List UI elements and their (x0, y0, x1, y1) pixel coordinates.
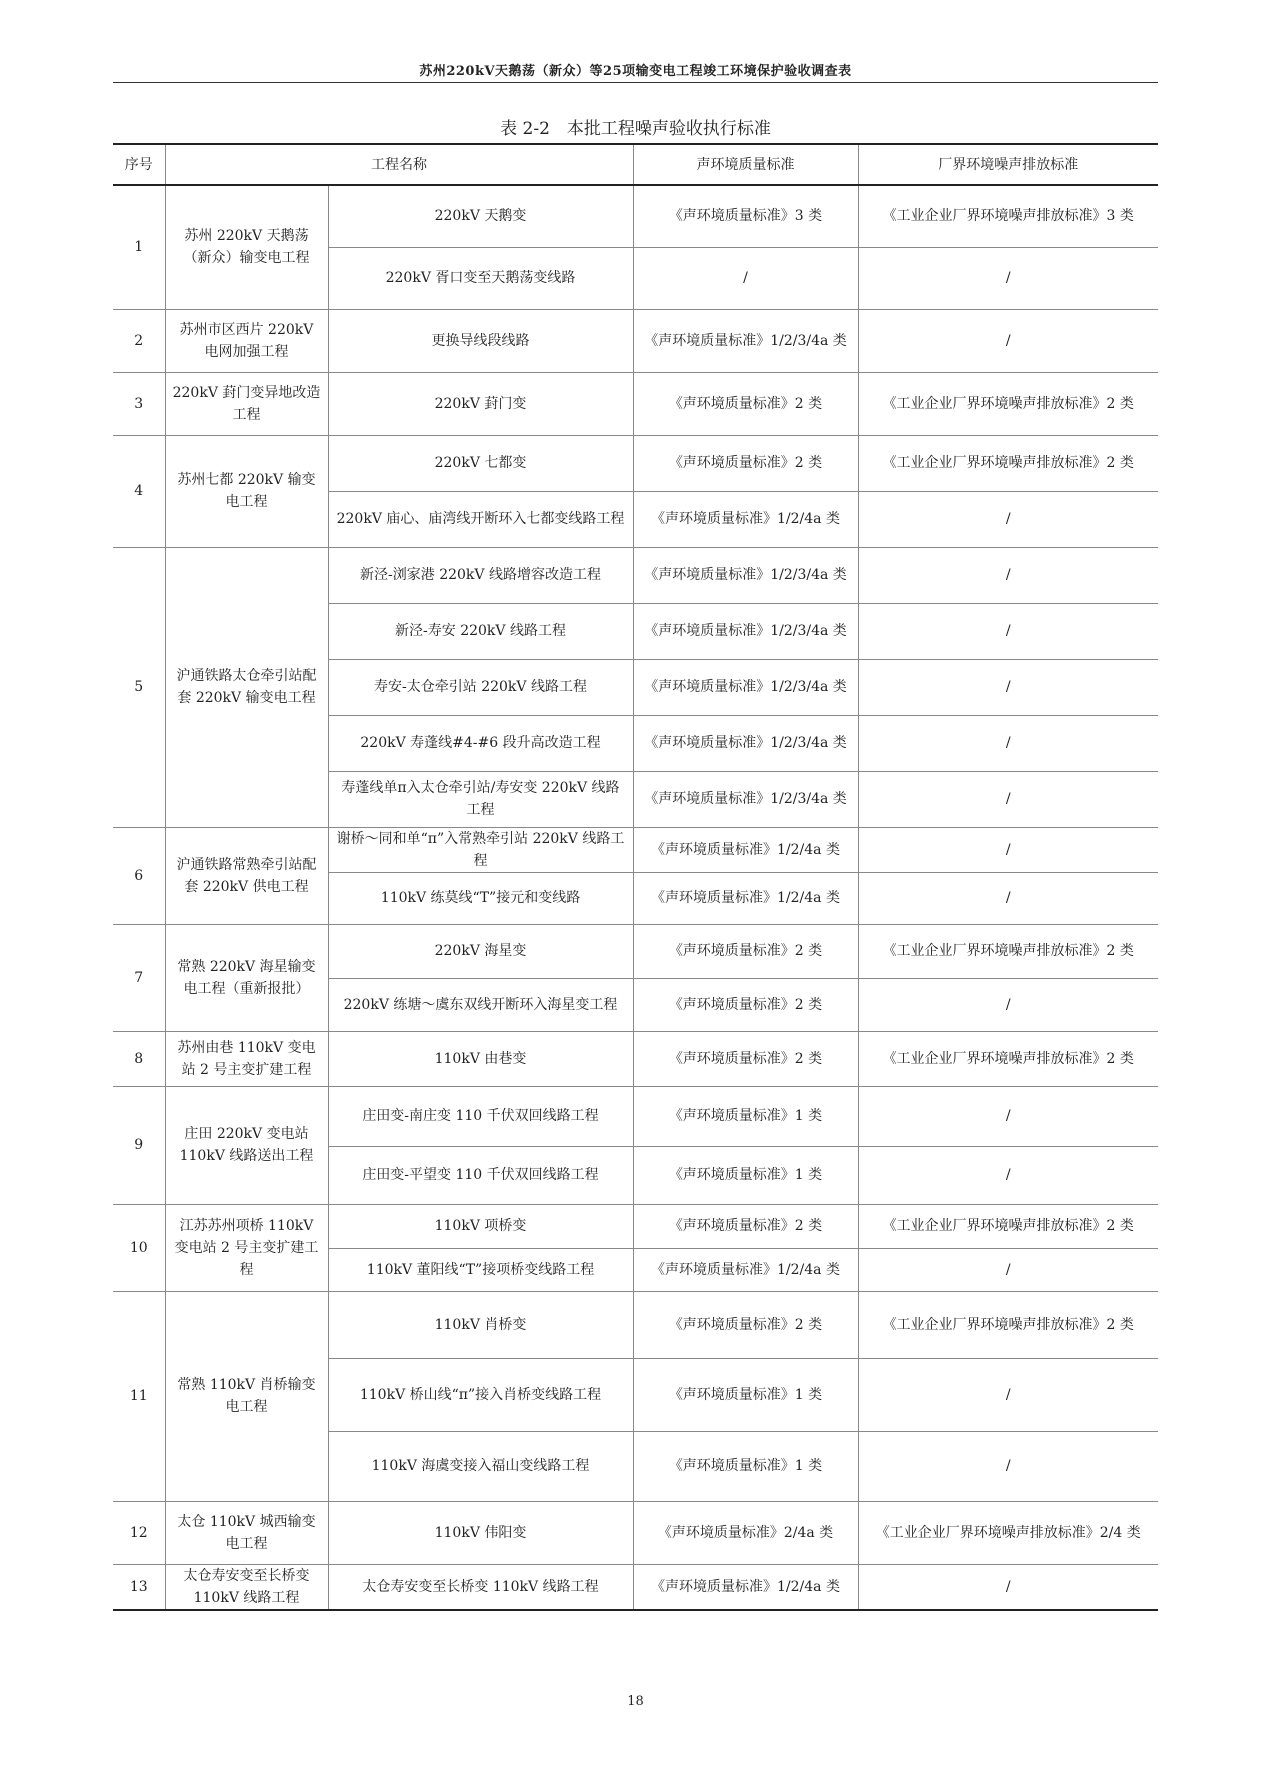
sub-project: 新泾-浏家港 220kV 线路增容改造工程 (328, 547, 633, 603)
env-standard: 《声环境质量标准》1/2/4a 类 (633, 827, 858, 872)
row-index: 13 (113, 1564, 165, 1610)
env-standard: 《声环境质量标准》2 类 (633, 978, 858, 1031)
table-row (113, 1031, 1158, 1086)
env-standard: 《声环境质量标准》1/2/4a 类 (633, 1248, 858, 1291)
boundary-standard: 《工业企业厂界环境噪声排放标准》2 类 (858, 1031, 1158, 1086)
boundary-standard: 《工业企业厂界环境噪声排放标准》2/4 类 (858, 1501, 1158, 1564)
project-name: 常熟 220kV 海星输变电工程（重新报批） (165, 924, 328, 1031)
env-standard: 《声环境质量标准》1/2/3/4a 类 (633, 603, 858, 659)
sub-project: 110kV 练莫线“T”接元和变线路 (328, 872, 633, 924)
boundary-standard: / (858, 247, 1158, 309)
sub-project: 220kV 海星变 (328, 924, 633, 978)
table-row (113, 309, 1158, 372)
column-header-project: 工程名称 (165, 144, 633, 185)
table-title: 表 2-2 本批工程噪声验收执行标准 (500, 119, 771, 139)
row-index: 7 (113, 924, 165, 1031)
boundary-standard: / (858, 1431, 1158, 1501)
table-row (113, 1564, 1158, 1610)
row-index: 6 (113, 827, 165, 924)
boundary-standard: 《工业企业厂界环境噪声排放标准》2 类 (858, 372, 1158, 435)
boundary-standard: 《工业企业厂界环境噪声排放标准》2 类 (858, 435, 1158, 491)
env-standard: 《声环境质量标准》1/2/3/4a 类 (633, 659, 858, 715)
sub-project: 庄田变-南庄变 110 千伏双回线路工程 (328, 1086, 633, 1146)
boundary-standard: / (858, 547, 1158, 603)
env-standard: 《声环境质量标准》1/2/4a 类 (633, 491, 858, 547)
boundary-standard: / (858, 1086, 1158, 1146)
sub-project: 220kV 庙心、庙湾线开断环入七都变线路工程 (328, 491, 633, 547)
sub-project: 220kV 七都变 (328, 435, 633, 491)
boundary-standard: 《工业企业厂界环境噪声排放标准》3 类 (858, 185, 1158, 247)
table-row (113, 1086, 1158, 1146)
noise-standards-table (113, 143, 1158, 1611)
sub-project: 220kV 胥口变至天鹅荡变线路 (328, 247, 633, 309)
table-header-row (113, 144, 1158, 185)
env-standard: 《声环境质量标准》1/2/3/4a 类 (633, 547, 858, 603)
row-index: 11 (113, 1291, 165, 1501)
env-standard: 《声环境质量标准》2 类 (633, 1031, 858, 1086)
row-index: 3 (113, 372, 165, 435)
table-body (113, 185, 1158, 1610)
env-standard: 《声环境质量标准》1 类 (633, 1431, 858, 1501)
page-header: 苏州220kV天鹅荡（新众）等25项输变电工程竣工环境保护验收调查表 (419, 64, 852, 79)
boundary-standard: / (858, 1358, 1158, 1431)
env-standard: / (633, 247, 858, 309)
env-standard: 《声环境质量标准》2 类 (633, 372, 858, 435)
sub-project: 110kV 由巷变 (328, 1031, 633, 1086)
table-row (113, 1291, 1158, 1358)
boundary-standard: 《工业企业厂界环境噪声排放标准》2 类 (858, 1291, 1158, 1358)
boundary-standard: / (858, 603, 1158, 659)
table-row (113, 924, 1158, 978)
sub-project: 110kV 董阳线“T”接项桥变线路工程 (328, 1248, 633, 1291)
sub-project: 寿安-太仓牵引站 220kV 线路工程 (328, 659, 633, 715)
boundary-standard: / (858, 659, 1158, 715)
boundary-standard: / (858, 771, 1158, 827)
env-standard: 《声环境质量标准》1/2/3/4a 类 (633, 715, 858, 771)
boundary-standard: / (858, 1248, 1158, 1291)
row-index: 12 (113, 1501, 165, 1564)
project-name: 太仓寿安变至长桥变 110kV 线路工程 (165, 1564, 328, 1610)
boundary-standard: / (858, 309, 1158, 372)
env-standard: 《声环境质量标准》1 类 (633, 1086, 858, 1146)
row-index: 9 (113, 1086, 165, 1204)
project-name: 沪通铁路太仓牵引站配套 220kV 输变电工程 (165, 547, 328, 827)
sub-project: 110kV 海虞变接入福山变线路工程 (328, 1431, 633, 1501)
project-name: 220kV 葑门变异地改造工程 (165, 372, 328, 435)
project-name: 苏州由巷 110kV 变电站 2 号主变扩建工程 (165, 1031, 328, 1086)
sub-project: 110kV 伟阳变 (328, 1501, 633, 1564)
table-row (113, 1204, 1158, 1248)
boundary-standard: / (858, 827, 1158, 872)
boundary-standard: / (858, 491, 1158, 547)
env-standard: 《声环境质量标准》1/2/4a 类 (633, 872, 858, 924)
table-row (113, 435, 1158, 491)
boundary-standard: / (858, 715, 1158, 771)
table-row (113, 827, 1158, 872)
sub-project: 220kV 葑门变 (328, 372, 633, 435)
sub-project: 110kV 项桥变 (328, 1204, 633, 1248)
header-rule (113, 82, 1158, 83)
project-name: 太仓 110kV 城西输变电工程 (165, 1501, 328, 1564)
sub-project: 谢桥～同和单“π”入常熟牵引站 220kV 线路工程 (328, 827, 633, 872)
sub-project: 220kV 寿蓬线#4-#6 段升高改造工程 (328, 715, 633, 771)
sub-project: 庄田变-平望变 110 千伏双回线路工程 (328, 1146, 633, 1204)
env-standard: 《声环境质量标准》2 类 (633, 1291, 858, 1358)
project-name: 苏州 220kV 天鹅荡（新众）输变电工程 (165, 185, 328, 309)
env-standard: 《声环境质量标准》1 类 (633, 1146, 858, 1204)
sub-project: 寿蓬线单π入太仓牵引站/寿安变 220kV 线路工程 (328, 771, 633, 827)
row-index: 8 (113, 1031, 165, 1086)
env-standard: 《声环境质量标准》1 类 (633, 1358, 858, 1431)
sub-project: 太仓寿安变至长桥变 110kV 线路工程 (328, 1564, 633, 1610)
boundary-standard: / (858, 872, 1158, 924)
sub-project: 110kV 肖桥变 (328, 1291, 633, 1358)
env-standard: 《声环境质量标准》2 类 (633, 435, 858, 491)
table-row (113, 1501, 1158, 1564)
column-header-index: 序号 (113, 144, 165, 185)
row-index: 10 (113, 1204, 165, 1291)
project-name: 沪通铁路常熟牵引站配套 220kV 供电工程 (165, 827, 328, 924)
sub-project: 新泾-寿安 220kV 线路工程 (328, 603, 633, 659)
sub-project: 220kV 练塘～虞东双线开断环入海星变工程 (328, 978, 633, 1031)
env-standard: 《声环境质量标准》1/2/3/4a 类 (633, 771, 858, 827)
row-index: 1 (113, 185, 165, 309)
project-name: 常熟 110kV 肖桥输变电工程 (165, 1291, 328, 1501)
table-row (113, 547, 1158, 603)
sub-project: 220kV 天鹅变 (328, 185, 633, 247)
boundary-standard: / (858, 1564, 1158, 1610)
env-standard: 《声环境质量标准》3 类 (633, 185, 858, 247)
row-index: 2 (113, 309, 165, 372)
project-name: 苏州市区西片 220kV 电网加强工程 (165, 309, 328, 372)
boundary-standard: 《工业企业厂界环境噪声排放标准》2 类 (858, 1204, 1158, 1248)
column-header-boundary: 厂界环境噪声排放标准 (858, 144, 1158, 185)
boundary-standard: / (858, 978, 1158, 1031)
table-row (113, 185, 1158, 247)
project-name: 苏州七都 220kV 输变电工程 (165, 435, 328, 547)
env-standard: 《声环境质量标准》2 类 (633, 1204, 858, 1248)
sub-project: 110kV 桥山线“π”接入肖桥变线路工程 (328, 1358, 633, 1431)
env-standard: 《声环境质量标准》1/2/4a 类 (633, 1564, 858, 1610)
env-standard: 《声环境质量标准》2 类 (633, 924, 858, 978)
boundary-standard: 《工业企业厂界环境噪声排放标准》2 类 (858, 924, 1158, 978)
row-index: 5 (113, 547, 165, 827)
table-row (113, 372, 1158, 435)
row-index: 4 (113, 435, 165, 547)
boundary-standard: / (858, 1146, 1158, 1204)
project-name: 江苏苏州项桥 110kV 变电站 2 号主变扩建工程 (165, 1204, 328, 1291)
project-name: 庄田 220kV 变电站 110kV 线路送出工程 (165, 1086, 328, 1204)
env-standard: 《声环境质量标准》2/4a 类 (633, 1501, 858, 1564)
env-standard: 《声环境质量标准》1/2/3/4a 类 (633, 309, 858, 372)
sub-project: 更换导线段线路 (328, 309, 633, 372)
page-number: 18 (627, 1694, 644, 1709)
column-header-env: 声环境质量标准 (633, 144, 858, 185)
